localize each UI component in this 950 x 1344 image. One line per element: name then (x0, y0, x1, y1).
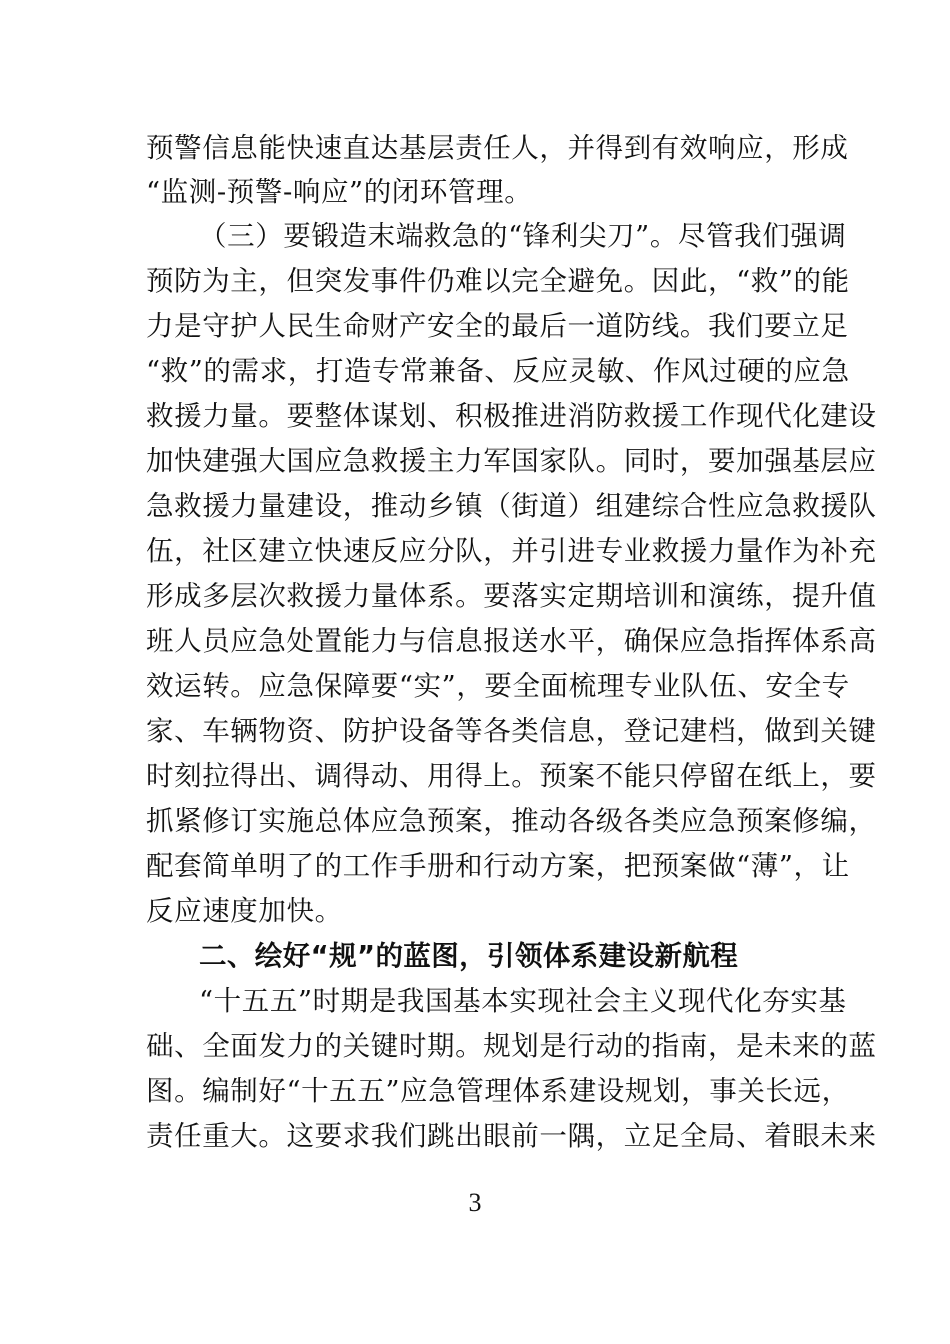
text-line: 预防为主，但突发事件仍难以完全避免。因此，“救”的能 (146, 265, 850, 297)
text-line: 抓紧修订实施总体应急预案，推动各级各类应急预案修编， (146, 805, 877, 837)
text-line: 班人员应急处置能力与信息报送水平，确保应急指挥体系高 (146, 625, 877, 657)
text-line: 础、全面发力的关键时期。规划是行动的指南，是未来的蓝 (146, 1030, 877, 1062)
text-line: （三）要锻造末端救急的“锋利尖刀”。尽管我们强调 (199, 220, 847, 252)
text-line: 反应速度加快。 (146, 895, 343, 927)
text-line: 加快建强大国应急救援主力军国家队。同时，要加强基层应 (146, 445, 877, 477)
text-line: “监测-预警-响应”的闭环管理。 (146, 176, 533, 208)
text-line: “十五五”时期是我国基本实现社会主义现代化夯实基 (199, 985, 847, 1017)
text-line: 救援力量。要整体谋划、积极推进消防救援工作现代化建设 (146, 400, 877, 432)
text-line: 配套简单明了的工作手册和行动方案，把预案做“薄”，让 (146, 850, 850, 882)
section-heading: 二、绘好“规”的蓝图，引领体系建设新航程 (199, 940, 739, 972)
text-line: 伍，社区建立快速反应分队，并引进专业救援力量作为补充 (146, 535, 877, 567)
page-number: 3 (468, 1188, 482, 1217)
text-line: 责任重大。这要求我们跳出眼前一隅，立足全局、着眼未来 (146, 1120, 877, 1152)
text-line: 时刻拉得出、调得动、用得上。预案不能只停留在纸上，要 (146, 760, 877, 792)
text-line: 急救援力量建设，推动乡镇（街道）组建综合性应急救援队 (146, 490, 877, 522)
text-line: 预警信息能快速直达基层责任人，并得到有效响应，形成 (146, 132, 849, 164)
text-line: “救”的需求，打造专常兼备、反应灵敏、作风过硬的应急 (146, 355, 850, 387)
text-line: 形成多层次救援力量体系。要落实定期培训和演练，提升值 (146, 580, 877, 612)
text-line: 效运转。应急保障要“实”，要全面梳理专业队伍、安全专 (146, 670, 850, 702)
text-line: 家、车辆物资、防护设备等各类信息，登记建档，做到关键 (146, 715, 877, 747)
text-line: 图。编制好“十五五”应急管理体系建设规划，事关长远， (146, 1075, 850, 1107)
text-line: 力是守护人民生命财产安全的最后一道防线。我们要立足 (146, 310, 849, 342)
